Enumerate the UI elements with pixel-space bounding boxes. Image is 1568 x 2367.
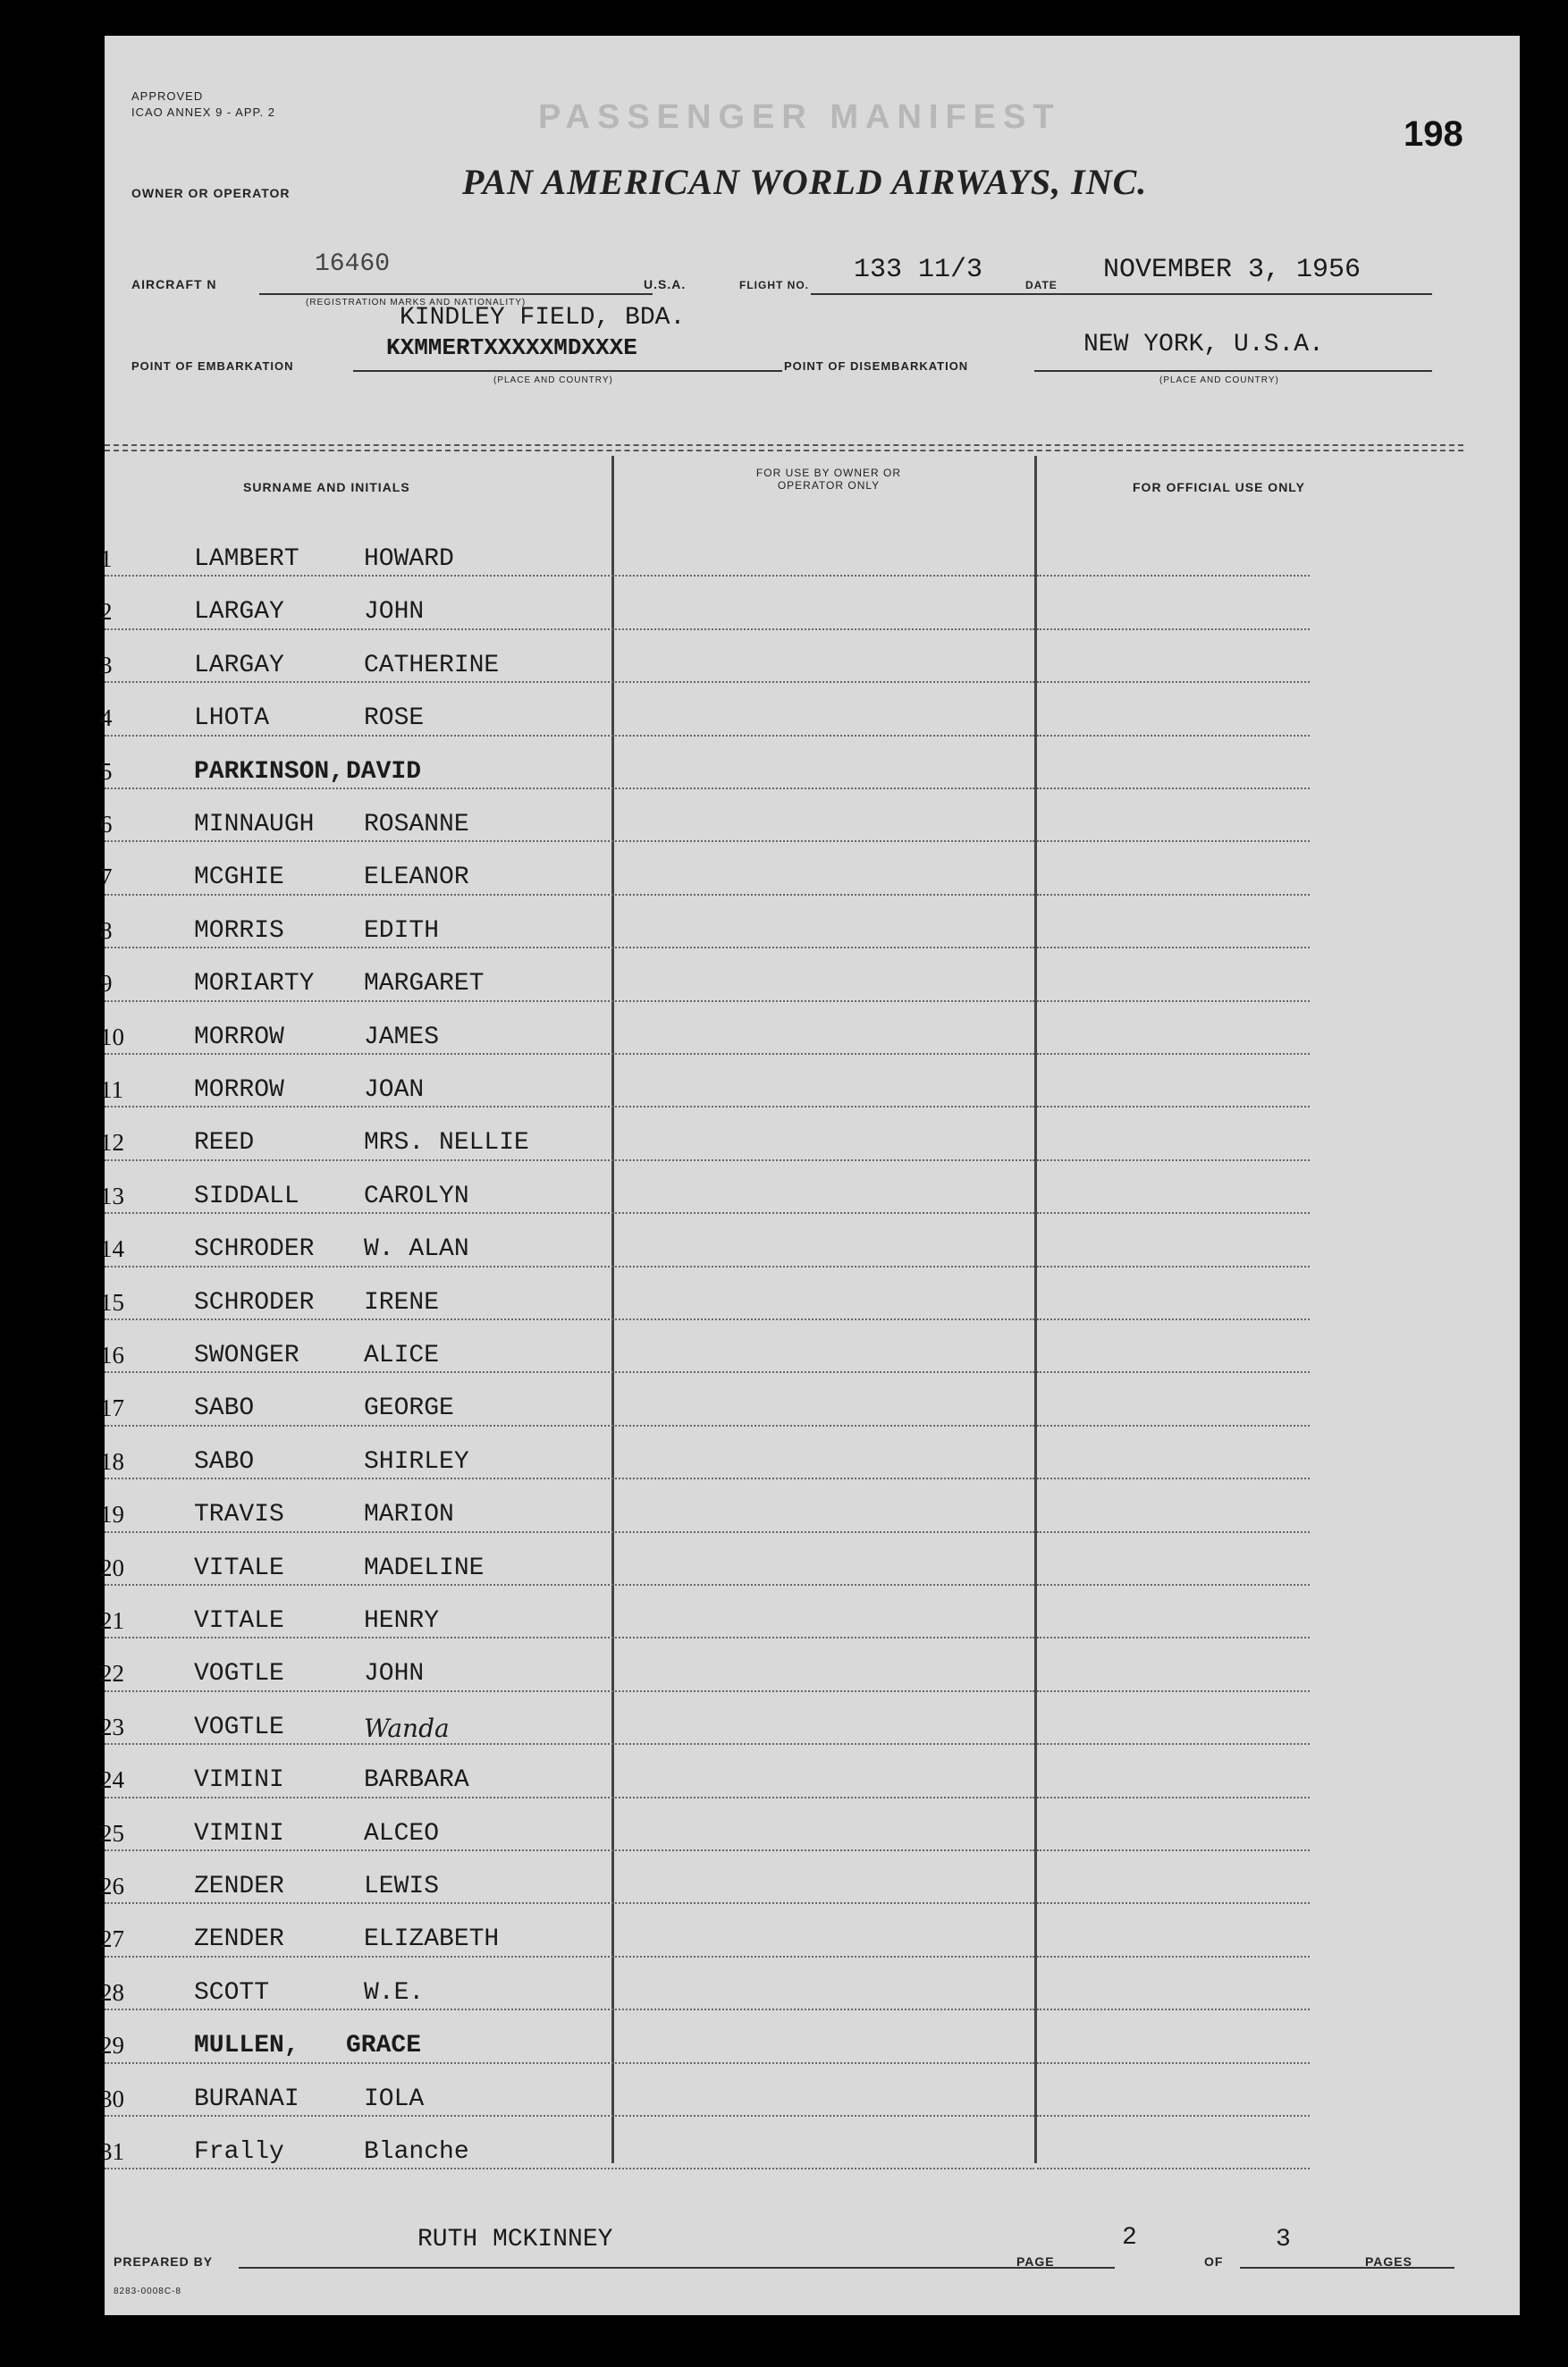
row-rule — [105, 1637, 1034, 1639]
row-number: 18 — [100, 1447, 124, 1475]
row-rule-official — [1037, 1371, 1310, 1374]
row-number: 24 — [100, 1766, 124, 1794]
table-row — [100, 1535, 1463, 1588]
table-row — [100, 2119, 1463, 2171]
table-row — [100, 1800, 1463, 1853]
row-number: 22 — [100, 1660, 124, 1688]
col-official-header: FOR OFFICIAL USE ONLY — [1133, 480, 1305, 494]
passenger-given-name: ALCEO — [364, 1819, 440, 1848]
flight-value: 133 11/3 — [854, 255, 983, 285]
passenger-surname: PARKINSON, — [194, 757, 345, 786]
passenger-surname: ZENDER — [194, 1873, 284, 1900]
table-row — [100, 1163, 1463, 1216]
row-rule — [105, 735, 1034, 737]
row-number: 30 — [100, 2085, 124, 2112]
passenger-surname: MORRIS — [194, 916, 284, 945]
row-rule-official — [1037, 2168, 1310, 2170]
row-rule — [105, 1371, 1034, 1374]
disembark-caption: (PLACE AND COUNTRY) — [1159, 375, 1279, 385]
passenger-surname: ZENDER — [194, 1925, 284, 1954]
table-row — [100, 2066, 1463, 2119]
row-number: 1 — [100, 545, 113, 572]
table-row — [100, 791, 1463, 844]
passenger-given-name: GEORGE — [364, 1394, 454, 1423]
passenger-given-name: MARION — [364, 1501, 454, 1529]
row-rule — [105, 1425, 1034, 1428]
table-row — [100, 1959, 1463, 2012]
passenger-given-name: ROSANNE — [364, 811, 469, 838]
table-row — [100, 1640, 1463, 1693]
passenger-surname: VIMINI — [194, 1819, 284, 1848]
passenger-surname: SABO — [194, 1394, 255, 1423]
table-row — [100, 1322, 1463, 1375]
table-top-rule-2 — [105, 450, 1463, 454]
row-rule — [105, 1743, 1034, 1746]
passenger-given-name: LEWIS — [364, 1873, 440, 1900]
table-row — [100, 1906, 1463, 1958]
table-row — [100, 844, 1463, 897]
row-number: 10 — [100, 1023, 124, 1050]
row-number: 25 — [100, 1819, 124, 1847]
owner-label: OWNER OR OPERATOR — [131, 186, 291, 200]
row-rule-official — [1037, 1478, 1310, 1480]
embark-label: POINT OF EMBARKATION — [131, 359, 294, 373]
row-number: 9 — [100, 970, 113, 998]
row-rule — [105, 1902, 1034, 1905]
passenger-given-name: CATHERINE — [364, 651, 500, 679]
passenger-given-name: IRENE — [364, 1288, 440, 1317]
passenger-surname: MORIARTY — [194, 970, 315, 998]
row-rule-official — [1037, 1266, 1310, 1268]
row-number: 8 — [100, 916, 113, 944]
passenger-surname: SCHRODER — [194, 1235, 315, 1264]
passenger-given-name: SHIRLEY — [364, 1447, 469, 1476]
row-rule — [105, 1956, 1034, 1958]
row-number: 19 — [100, 1501, 124, 1529]
row-rule — [105, 628, 1034, 631]
disembark-label: POINT OF DISEMBARKATION — [784, 359, 969, 373]
row-rule-official — [1037, 1743, 1310, 1746]
row-number: 6 — [100, 811, 113, 838]
embark-caption: (PLACE AND COUNTRY) — [493, 375, 613, 385]
passenger-given-name: MARGARET — [364, 970, 485, 998]
row-rule — [105, 1266, 1034, 1268]
row-number: 3 — [100, 651, 113, 678]
row-rule — [105, 947, 1034, 949]
passenger-given-name: IOLA — [364, 2085, 425, 2113]
approved-stamp: APPROVED — [131, 89, 204, 103]
row-rule — [105, 1478, 1034, 1480]
passenger-given-name: GRACE — [346, 2032, 422, 2060]
row-number: 29 — [100, 2032, 124, 2060]
passenger-surname: LARGAY — [194, 598, 284, 627]
row-rule-official — [1037, 2062, 1310, 2065]
passenger-given-name: MADELINE — [364, 1554, 485, 1582]
prepared-value: RUTH MCKINNEY — [417, 2226, 613, 2253]
passenger-given-name: EDITH — [364, 916, 440, 945]
row-rule — [105, 1159, 1034, 1162]
row-rule-official — [1037, 1902, 1310, 1905]
flight-label: FLIGHT NO. — [739, 279, 809, 291]
row-rule-official — [1037, 2115, 1310, 2118]
row-rule — [105, 2168, 1034, 2170]
row-number: 31 — [100, 2138, 124, 2165]
passenger-surname: VITALE — [194, 1554, 284, 1582]
col-owner-header: FOR USE BY OWNER OR OPERATOR ONLY — [755, 467, 902, 492]
row-number: 2 — [100, 598, 113, 626]
passenger-given-name: ELIZABETH — [364, 1925, 500, 1954]
date-value: NOVEMBER 3, 1956 — [1103, 255, 1361, 285]
disembark-line — [1034, 370, 1432, 372]
row-rule — [105, 1531, 1034, 1534]
aircraft-label: AIRCRAFT N — [131, 277, 217, 291]
prepared-label: PREPARED BY — [114, 2254, 214, 2269]
row-rule-official — [1037, 735, 1310, 737]
passenger-surname: MORROW — [194, 1076, 284, 1104]
row-rule-official — [1037, 575, 1310, 577]
table-row — [100, 1004, 1463, 1057]
row-rule-official — [1037, 1849, 1310, 1852]
passenger-surname: SCHRODER — [194, 1288, 315, 1317]
row-rule — [105, 840, 1034, 843]
table-row — [100, 1428, 1463, 1481]
date-line — [1075, 293, 1432, 295]
row-rule — [105, 2115, 1034, 2118]
page-number: 198 — [1404, 114, 1463, 154]
passenger-given-name: DAVID — [346, 757, 422, 786]
passenger-given-name: JOAN — [364, 1076, 425, 1104]
passenger-given-name: CAROLYN — [364, 1182, 469, 1210]
row-rule-official — [1037, 1106, 1310, 1108]
row-number: 26 — [100, 1873, 124, 1899]
table-row — [100, 1269, 1463, 1322]
row-rule — [105, 1690, 1034, 1693]
manifest-sheet — [100, 36, 1520, 2315]
flight-line — [811, 293, 1115, 295]
row-rule-official — [1037, 628, 1310, 631]
page-value: 2 — [1122, 2224, 1137, 2252]
aircraft-line — [259, 293, 653, 295]
passenger-given-name: Wanda — [364, 1713, 450, 1743]
row-number: 14 — [100, 1235, 124, 1263]
passenger-surname: TRAVIS — [194, 1501, 284, 1529]
passenger-given-name: JAMES — [364, 1023, 440, 1051]
table-row — [100, 1375, 1463, 1428]
of-line — [1240, 2267, 1454, 2269]
row-number: 4 — [100, 704, 113, 732]
row-rule — [105, 1053, 1034, 1056]
row-rule-official — [1037, 947, 1310, 949]
row-rule-official — [1037, 1159, 1310, 1162]
passenger-surname: LAMBERT — [194, 545, 299, 573]
table-row — [100, 578, 1463, 631]
row-rule-official — [1037, 681, 1310, 684]
table-row — [100, 1057, 1463, 1109]
row-rule-official — [1037, 1584, 1310, 1587]
passenger-given-name: BARBARA — [364, 1766, 469, 1795]
passenger-given-name: W. ALAN — [364, 1235, 469, 1264]
table-row — [100, 1694, 1463, 1747]
passenger-surname: SWONGER — [194, 1342, 299, 1369]
row-rule-official — [1037, 1318, 1310, 1321]
date-label: DATE — [1025, 279, 1058, 291]
row-rule — [105, 681, 1034, 684]
row-rule-official — [1037, 894, 1310, 897]
form-code: 8283-0008C-8 — [114, 2287, 181, 2296]
row-number: 23 — [100, 1713, 124, 1740]
passenger-surname: SABO — [194, 1447, 255, 1476]
row-rule-official — [1037, 1956, 1310, 1958]
row-number: 15 — [100, 1288, 124, 1316]
prepared-line — [239, 2267, 1115, 2269]
row-rule-official — [1037, 1053, 1310, 1056]
row-rule-official — [1037, 1425, 1310, 1428]
passenger-surname: MULLEN, — [194, 2032, 299, 2060]
page-label: PAGE — [1016, 2254, 1055, 2269]
passenger-surname: MCGHIE — [194, 863, 284, 892]
passenger-given-name: JOHN — [364, 1660, 425, 1689]
table-top-rule — [105, 444, 1463, 449]
passenger-given-name: ELEANOR — [364, 863, 469, 892]
row-rule-official — [1037, 840, 1310, 843]
table-row — [100, 685, 1463, 737]
passenger-surname: SCOTT — [194, 1978, 270, 2007]
passenger-given-name: ROSE — [364, 704, 425, 733]
row-rule-official — [1037, 1637, 1310, 1639]
row-rule — [105, 1000, 1034, 1003]
row-rule-official — [1037, 1531, 1310, 1534]
passenger-surname: LARGAY — [194, 651, 284, 679]
table-row — [100, 738, 1463, 791]
table-row — [100, 526, 1463, 578]
row-number: 20 — [100, 1554, 124, 1581]
passenger-surname: VOGTLE — [194, 1660, 284, 1689]
table-row — [100, 897, 1463, 950]
icao-reference: ICAO ANNEX 9 - APP. 2 — [131, 105, 275, 119]
row-rule-official — [1037, 1000, 1310, 1003]
row-number: 17 — [100, 1394, 124, 1422]
row-rule — [105, 1318, 1034, 1321]
table-row — [100, 1109, 1463, 1162]
row-rule — [105, 1849, 1034, 1852]
passenger-surname: Frally — [194, 2138, 284, 2166]
row-rule — [105, 1797, 1034, 1799]
passenger-given-name: MRS. NELLIE — [364, 1129, 529, 1158]
passenger-surname: SIDDALL — [194, 1182, 299, 1210]
row-number: 11 — [100, 1076, 123, 1103]
row-rule — [105, 1212, 1034, 1215]
row-number: 13 — [100, 1182, 124, 1209]
table-row — [100, 1588, 1463, 1640]
passenger-surname: MORROW — [194, 1023, 284, 1051]
table-row — [100, 1481, 1463, 1534]
aircraft-value: 16460 — [315, 250, 391, 278]
passenger-surname: MINNAUGH — [194, 811, 315, 838]
row-number: 12 — [100, 1129, 124, 1157]
row-number: 27 — [100, 1925, 124, 1953]
passenger-surname: REED — [194, 1129, 255, 1158]
row-number: 5 — [100, 757, 113, 785]
pages-label: PAGES — [1365, 2254, 1412, 2269]
table-row — [100, 632, 1463, 685]
passenger-given-name: HENRY — [364, 1607, 440, 1635]
passenger-surname: VOGTLE — [194, 1713, 284, 1741]
row-rule-official — [1037, 1212, 1310, 1215]
row-rule-official — [1037, 1690, 1310, 1693]
row-number: 21 — [100, 1607, 124, 1634]
row-rule — [105, 1584, 1034, 1587]
passenger-given-name: Blanche — [364, 2138, 469, 2166]
disembark-value: NEW YORK, U.S.A. — [1083, 331, 1324, 358]
row-number: 28 — [100, 1978, 124, 2006]
passenger-given-name: W.E. — [364, 1978, 425, 2007]
embark-value: KINDLEY FIELD, BDA. — [400, 304, 686, 332]
row-rule-official — [1037, 788, 1310, 790]
row-number: 7 — [100, 863, 113, 891]
of-value: 3 — [1276, 2226, 1291, 2253]
row-number: 16 — [100, 1342, 124, 1369]
of-label: OF — [1204, 2254, 1224, 2269]
embark-line — [353, 370, 782, 372]
passenger-given-name: ALICE — [364, 1342, 440, 1369]
table-row — [100, 1853, 1463, 1906]
row-rule-official — [1037, 2009, 1310, 2011]
usa-label: U.S.A. — [644, 277, 687, 291]
passenger-surname: VIMINI — [194, 1766, 284, 1795]
form-title: PASSENGER MANIFEST — [538, 98, 1061, 136]
col-surname-header: SURNAME AND INITIALS — [243, 480, 410, 494]
table-row — [100, 950, 1463, 1003]
row-rule — [105, 2062, 1034, 2065]
passenger-surname: LHOTA — [194, 704, 270, 733]
table-row — [100, 1216, 1463, 1268]
owner-value: PAN AMERICAN WORLD AIRWAYS, INC. — [462, 162, 1148, 202]
embark-struck-text: KXMMERTXXXXXMDXXXE — [386, 334, 637, 361]
row-rule — [105, 575, 1034, 577]
passenger-surname: VITALE — [194, 1607, 284, 1635]
passenger-given-name: JOHN — [364, 598, 425, 627]
passenger-surname: BURANAI — [194, 2085, 299, 2113]
row-rule — [105, 788, 1034, 790]
table-row — [100, 2012, 1463, 2065]
passenger-given-name: HOWARD — [364, 545, 454, 573]
aircraft-caption: (REGISTRATION MARKS AND NATIONALITY) — [306, 298, 527, 307]
row-rule — [105, 2009, 1034, 2011]
row-rule — [105, 1106, 1034, 1108]
table-row — [100, 1747, 1463, 1799]
row-rule — [105, 894, 1034, 897]
row-rule-official — [1037, 1797, 1310, 1799]
